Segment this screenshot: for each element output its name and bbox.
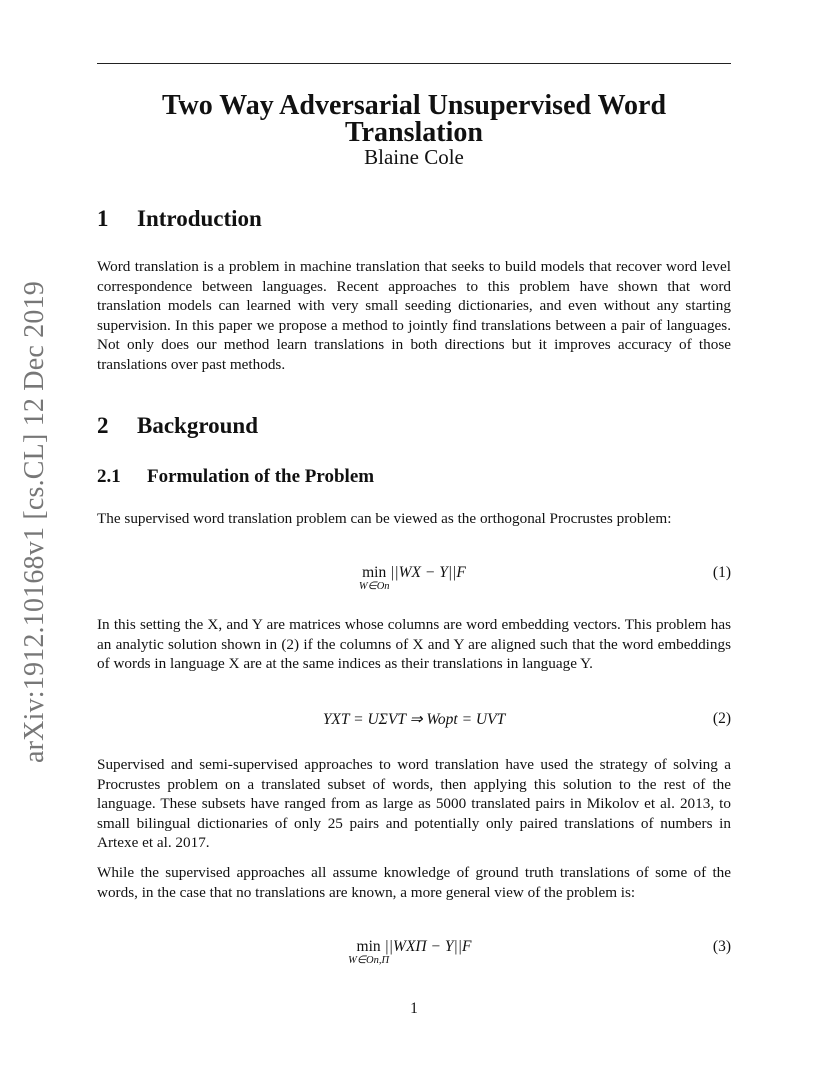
equation-expression: YXT = UΣVT ⇒ Wopt = UVT [322,711,506,728]
paper-author: Blaine Cole [364,145,464,169]
paragraph-supervised: Supervised and semi-supervised approaches to word translation have used the strategy of solving a Procrustes problem on a translated subset of words, then applying this solution to the rest of the language. These subsets have ranged from as large as 5000 translated pairs in Mikolov et al. 2013, to small bilingual dictionaries of only 25 pairs and potentially only paired translations of numbers in Artexe et al. 2017. [97,756,731,852]
subsection-title: Formulation of the Problem [147,466,375,487]
section-heading-background [97,413,258,439]
equation-1 [97,560,731,590]
equation-number: (1) [712,564,731,581]
paragraph-introduction: Word translation is a problem in machine translation that seeks to build models that recover word level correspondence between languages. Recent approaches to this problem have shown that word translation models can learned with very small seeding dictionaries, and even without any starting supervision. In this paper we propose a method to jointly find translations between a pair of languages. Not only does our method learn translations in both directions but it improves accuracy of those translations over past methods. [97,258,731,373]
equation-number: (3) [712,938,731,955]
min-subscript: W∈On [358,581,390,592]
arxiv-identifier: arXiv:1912.10168v1 [cs.CL] 12 Dec 2019 [19,281,50,763]
paragraph-general: While the supervised approaches all assume knowledge of ground truth translations of some of the words, in the case that no translations are known, a more general view of the problem is: [97,864,731,901]
equation-expression: ||WXΠ − Y||F [384,938,472,955]
subsection-heading-formulation [97,466,374,488]
page-number: 1 [410,1000,418,1017]
equation-expression: ||WX − Y||F [390,564,466,581]
min-operator: min W∈On [358,564,390,592]
section-title: Introduction [137,206,262,231]
section-number: 1 [97,206,109,231]
section-number: 2 [97,413,109,438]
paragraph-setting: In this setting the X, and Y are matrices whose columns are word embedding vectors. This problem has an analytic solution shown in (2) if the columns of X and Y are aligned such that the word embeddings of words in language X are at the same indices as their translations in language Y. [97,616,731,673]
min-subscript: W∈On,Π [348,955,390,966]
subsection-number: 2.1 [97,466,121,487]
section-heading-introduction [97,206,262,232]
section-title: Background [137,413,259,438]
paragraph-formulation: The supervised word translation problem can be viewed as the orthogonal Procrustes problem: [97,510,672,527]
paper-title: Two Way Adversarial Unsupervised Word Translation [161,90,667,148]
equation-3 [97,934,731,964]
min-operator: min W∈On,Π [348,938,390,966]
equation-number: (2) [712,710,731,727]
equation-2 [97,706,731,736]
top-rule [97,63,731,64]
